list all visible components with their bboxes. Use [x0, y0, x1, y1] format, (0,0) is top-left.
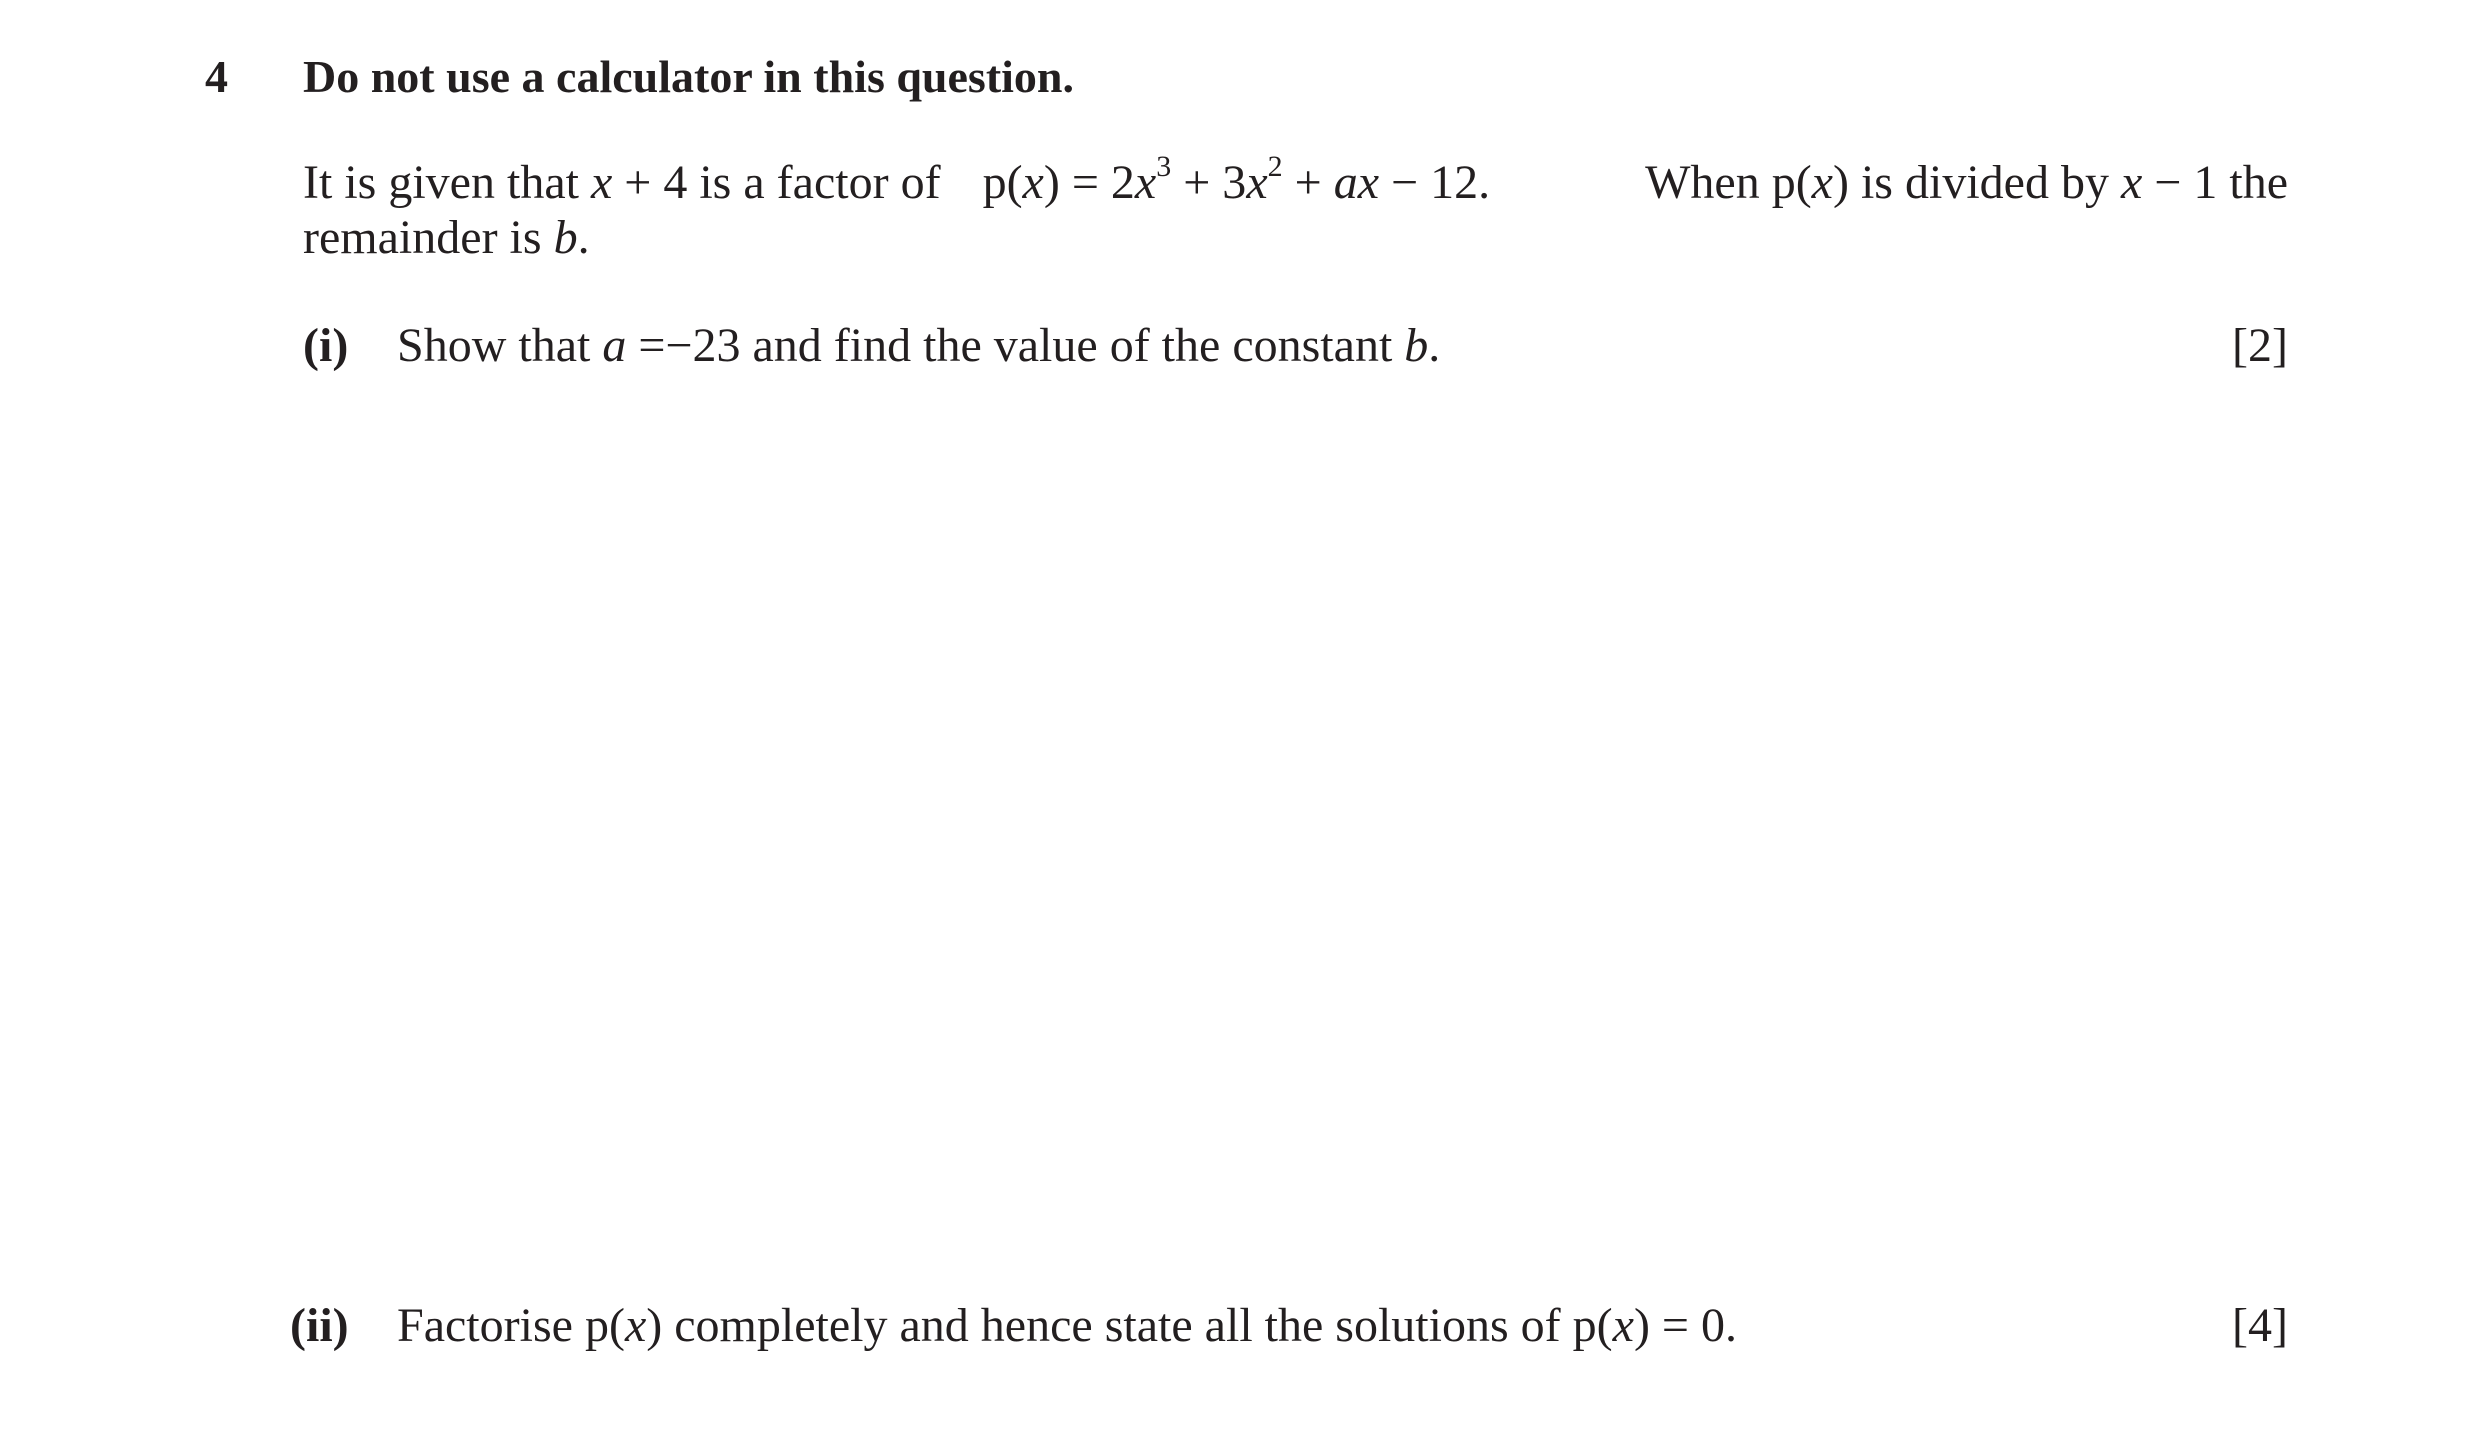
part-i-marks: [2] [2232, 319, 2288, 372]
stem-line-1 [303, 150, 2288, 210]
part-ii-text: Factorise p(x) completely and hence state all the solutions of p(x) = 0. [397, 1299, 1737, 1352]
part-i-label: (i) [303, 319, 349, 372]
question-instruction: Do not use a calculator in this question. [303, 51, 1075, 102]
question-number: 4 [205, 51, 228, 102]
stem-line-2: remainder is b. [303, 211, 590, 264]
stem-clause-factor: It is given that x + 4 is a factor of $p(x) = 2x^3 + 3x^2$ + ax − 12. [303, 150, 1491, 209]
part-ii-label: (ii) [290, 1299, 349, 1352]
part-i-text: Show that a =−23 and find the value of the constant b. [397, 319, 1441, 372]
part-ii-marks: [4] [2232, 1299, 2288, 1352]
stem-clause-divided: When p(x) is divided by x − 1 the [1645, 156, 2288, 209]
question-stem [303, 150, 2288, 265]
